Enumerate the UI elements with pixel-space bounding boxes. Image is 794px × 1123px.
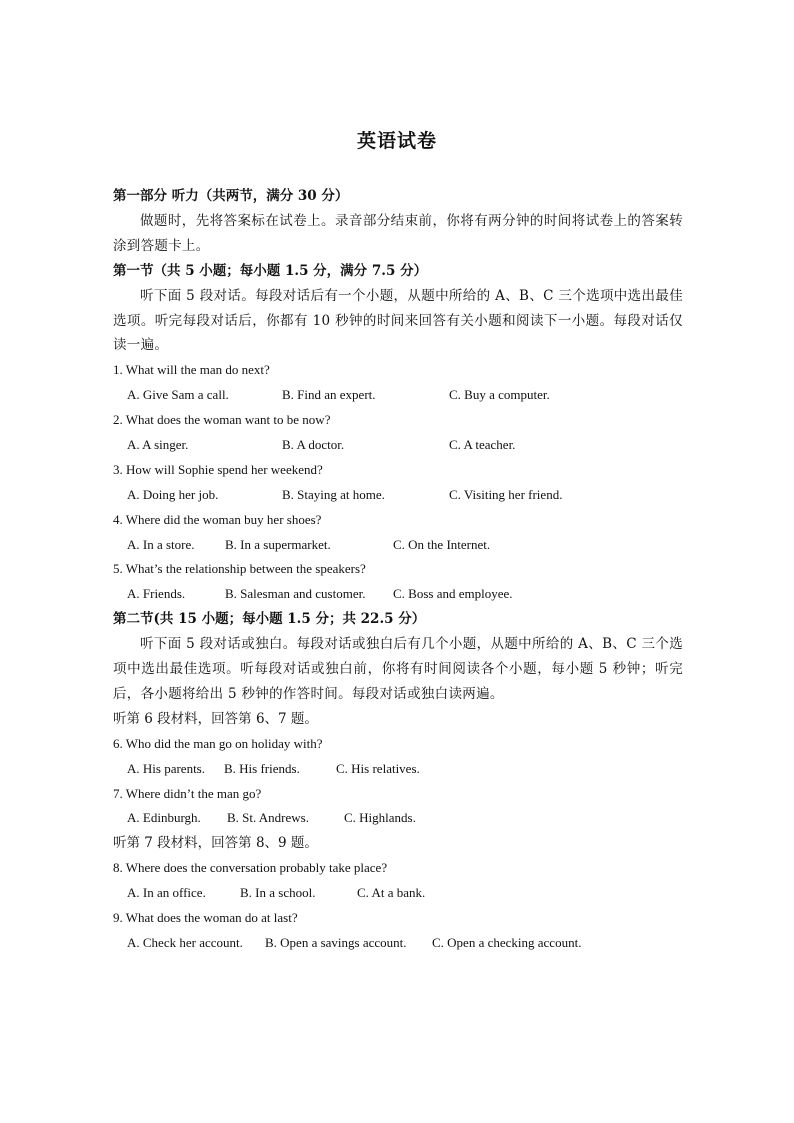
question-5-options: [113, 582, 683, 607]
option-a: A. In a store.: [127, 536, 195, 552]
part1-intro: 做题时，先将答案标在试卷上。录音部分结束前，你将有两分钟的时间将试卷上的答案转涂到答题卡上。: [113, 212, 683, 254]
option-c: C. Visiting her friend.: [449, 486, 563, 502]
question-7: 7. Where didn’t the man go?: [113, 785, 262, 801]
part1-heading: 第一部分 听力（共两节，满分 30 分）: [113, 188, 349, 204]
question-6: 6. Who did the man go on holiday with?: [113, 735, 323, 751]
option-c: C. Highlands.: [344, 810, 416, 826]
option-c: C. Open a checking account.: [432, 934, 582, 950]
option-a: A. A singer.: [127, 436, 189, 452]
option-c: C. His relatives.: [336, 760, 420, 776]
option-c: C. Buy a computer.: [449, 387, 550, 403]
option-c: C. Boss and employee.: [393, 586, 513, 602]
option-a: A. Check her account.: [127, 934, 243, 950]
option-a: A. In an office.: [127, 885, 206, 901]
question-7-options: [113, 806, 683, 831]
option-a: A. His parents.: [127, 760, 205, 776]
section2-intro: 听下面 5 段对话或独白。每段对话或独白后有几个小题，从题中所给的 A、B、C 三个选项中选出最佳选项。听每段对话或独白前，你将有时间阅读各个小题，每小题 5 秒钟；听完后，各小题将给出 5 秒钟的作答时间。每段对话或独白读两遍。: [113, 636, 683, 702]
page-title: 英语试卷: [356, 130, 437, 152]
option-b: B. Staying at home.: [282, 486, 385, 502]
question-1: 1. What will the man do next?: [113, 362, 270, 378]
option-b: B. Salesman and customer.: [225, 586, 366, 602]
section1-intro: 听下面 5 段对话。每段对话后有一个小题，从题中所给的 A、B、C 三个选项中选出最佳选项。听完每段对话后，你都有 10 秒钟的时间来回答有关小题和阅读下一小题。每段对话仅读一遍。: [113, 287, 683, 354]
question-8-options: [113, 881, 683, 906]
option-b: B. St. Andrews.: [227, 810, 309, 826]
question-2-options: [113, 433, 683, 458]
question-3: 3. How will Sophie spend her weekend?: [113, 461, 323, 477]
option-a: A. Edinburgh.: [127, 810, 201, 826]
option-b: B. Find an expert.: [282, 387, 376, 403]
option-a: A. Friends.: [127, 586, 186, 602]
option-b: B. In a supermarket.: [225, 536, 331, 552]
exam-content: [113, 184, 683, 956]
question-9-options: [113, 931, 683, 956]
question-9: 9. What does the woman do at last?: [113, 909, 298, 925]
question-4: 4. Where did the woman buy her shoes?: [113, 511, 322, 527]
option-a: A. Doing her job.: [127, 486, 219, 502]
question-6-options: [113, 757, 683, 782]
option-c: C. A teacher.: [449, 436, 516, 452]
option-a: A. Give Sam a call.: [127, 387, 229, 403]
question-5: 5. What’s the relationship between the speakers?: [113, 561, 366, 577]
option-b: B. In a school.: [240, 885, 316, 901]
section2-heading: 第二节(共 15 小题；每小题 1.5 分；共 22.5 分）: [113, 611, 426, 628]
question-8: 8. Where does the conversation probably take place?: [113, 860, 388, 876]
question-2: 2. What does the woman want to be now?: [113, 412, 331, 428]
question-4-options: [113, 533, 683, 558]
question-1-options: [113, 383, 683, 408]
group-1-label: 听第 6 段材料，回答第 6、7 题。: [113, 710, 318, 727]
option-c: C. On the Internet.: [393, 536, 491, 552]
option-b: B. A doctor.: [282, 436, 345, 452]
question-3-options: [113, 483, 683, 508]
section1-heading: 第一节（共 5 小题；每小题 1.5 分，满分 7.5 分）: [113, 262, 428, 279]
option-b: B. Open a savings account.: [265, 934, 407, 950]
group-2-label: 听第 7 段材料，回答第 8、9 题。: [113, 835, 318, 852]
option-b: B. His friends.: [224, 760, 300, 776]
option-c: C. At a bank.: [357, 885, 426, 901]
